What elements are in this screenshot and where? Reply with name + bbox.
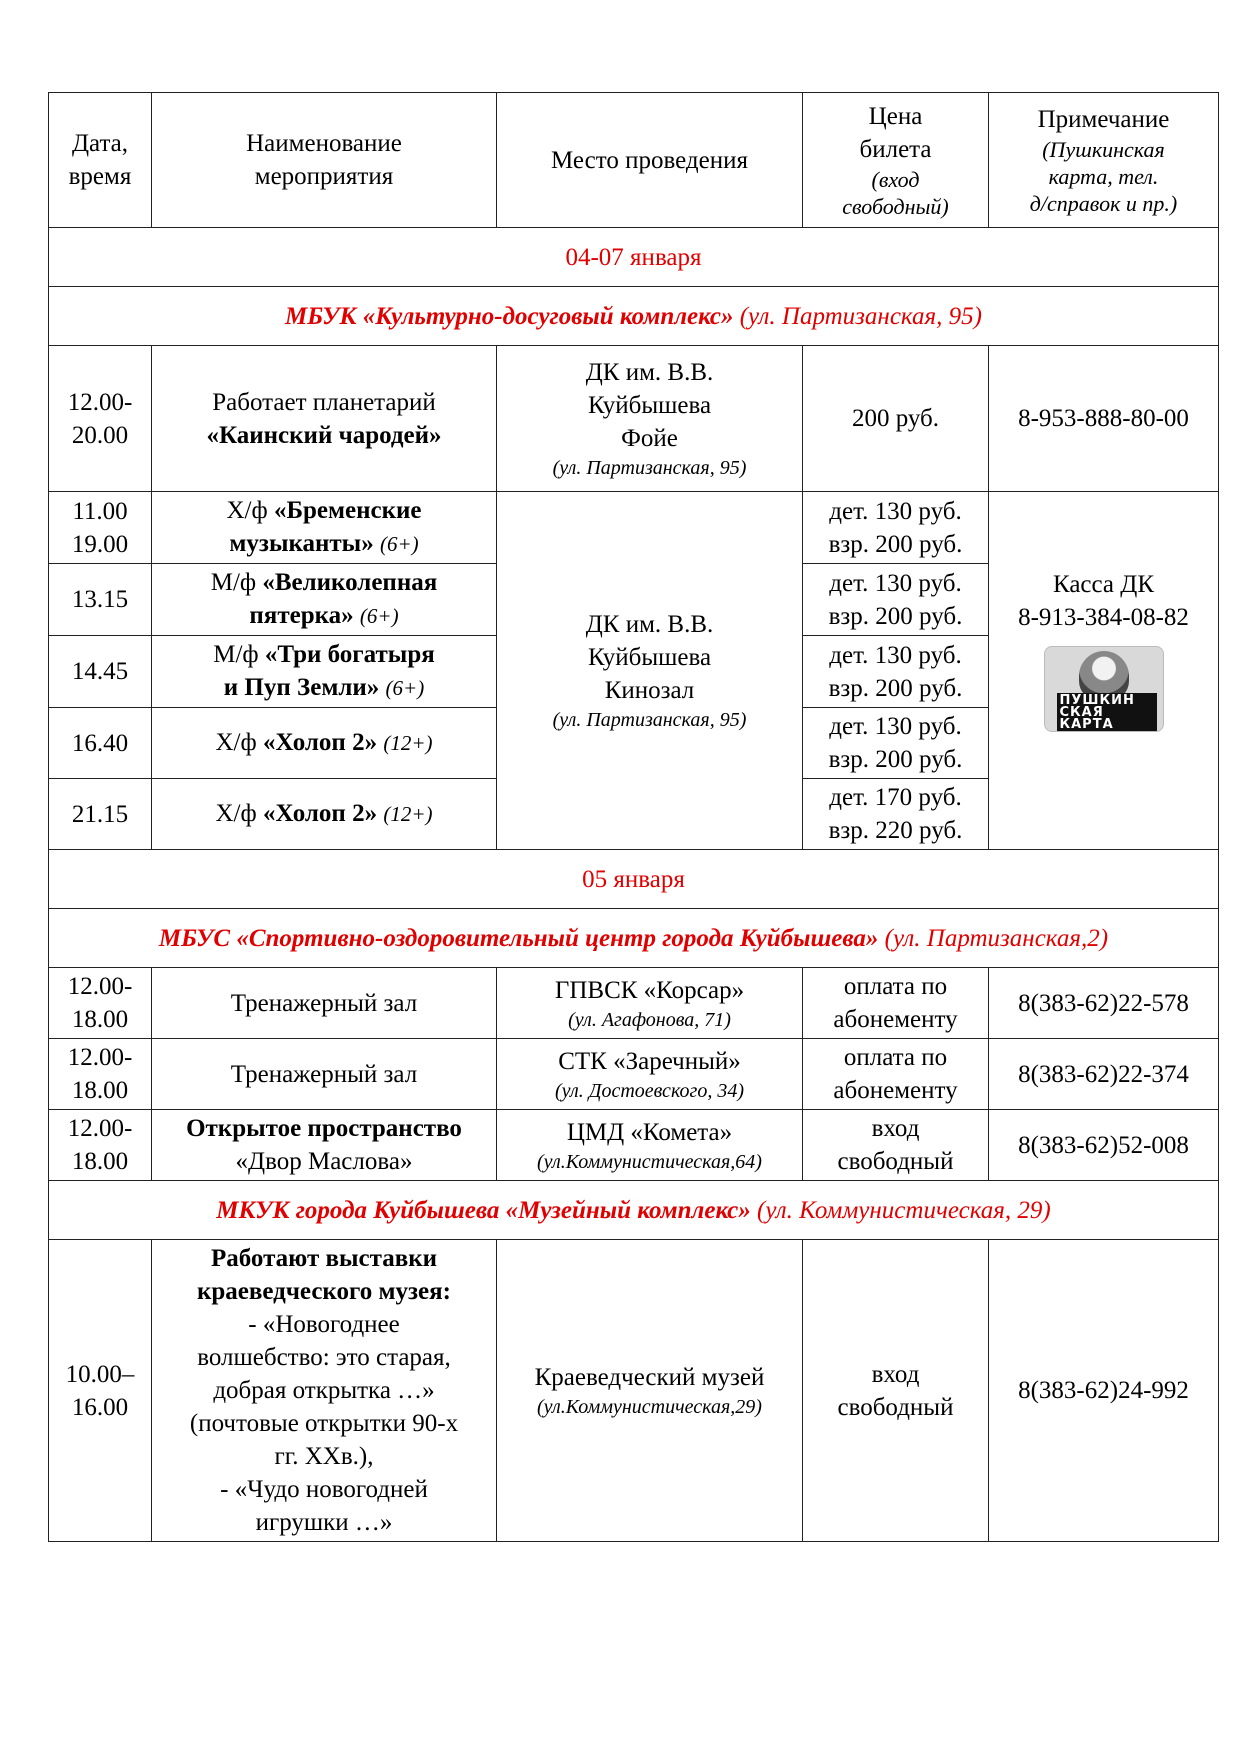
event-title: Х/ф «Холоп 2» (12+)	[152, 708, 497, 779]
event-price: дет. 130 руб. взр. 200 руб.	[803, 564, 989, 636]
event-price: 200 руб.	[803, 346, 989, 492]
event-note: 8(383-62)22-578	[989, 968, 1219, 1039]
section-date-row	[49, 850, 1219, 909]
event-price: дет. 170 руб. взр. 220 руб.	[803, 779, 989, 850]
venue-address: (ул. Агафонова, 71)	[568, 1008, 731, 1031]
event-title: Открытое пространство «Двор Маслова»	[152, 1110, 497, 1181]
event-note: 8(383-62)22-374	[989, 1039, 1219, 1110]
org-row	[49, 287, 1219, 346]
event-title: Х/ф «Бременские музыканты» (6+)	[152, 492, 497, 564]
event-note: 8(383-62)52-008	[989, 1110, 1219, 1181]
event-venue: Краеведческий музей (ул.Коммунистическая,29)	[497, 1240, 803, 1542]
venue-address: (ул. Партизанская, 95)	[552, 457, 747, 479]
pushkin-card-logo	[1044, 646, 1164, 732]
table-header	[49, 93, 1219, 228]
event-title: М/ф «Великолепная пятерка» (6+)	[152, 564, 497, 636]
event-time: 12.00- 18.00	[49, 1039, 152, 1110]
cinema-note: Касса ДК 8-913-384-08-82 ПУШКИН СКАЯ КАРТА	[989, 492, 1219, 850]
event-time: 14.45	[49, 636, 152, 708]
event-time: 11.00 19.00	[49, 492, 152, 564]
event-price: вход свободный	[803, 1110, 989, 1181]
header-date-time: Дата, время	[49, 93, 152, 228]
event-row-museum	[49, 1240, 1219, 1542]
venue-address: (ул.Коммунистическая,64)	[537, 1150, 762, 1173]
org-name: МКУК города Куйбышева «Музейный комплекс»	[216, 1196, 751, 1224]
org-row	[49, 909, 1219, 968]
event-venue: ЦМД «Комета» (ул.Коммунистическая,64)	[497, 1110, 803, 1181]
event-time: 12.00- 20.00	[49, 346, 152, 492]
event-title: Работает планетарий «Каинский чародей»	[152, 346, 497, 492]
org-heading	[49, 287, 1219, 346]
event-note: 8-953-888-80-00	[989, 346, 1219, 492]
section-date: 04-07 января	[49, 228, 1219, 287]
venue-address: (ул. Партизанская, 95)	[552, 709, 747, 731]
event-time: 16.40	[49, 708, 152, 779]
event-row-planetarium	[49, 346, 1219, 492]
org-address: (ул. Коммунистическая, 29)	[757, 1196, 1051, 1224]
header-event-name: Наименование мероприятия	[152, 93, 497, 228]
event-venue: ГПВСК «Корсар» (ул. Агафонова, 71)	[497, 968, 803, 1039]
cinema-venue: ДК им. В.В. Куйбышева Кинозал (ул. Партизанская, 95)	[497, 492, 803, 850]
event-time: 21.15	[49, 779, 152, 850]
event-row-sport	[49, 968, 1219, 1039]
event-note: 8(383-62)24-992	[989, 1240, 1219, 1542]
org-heading	[49, 909, 1219, 968]
section-date: 05 января	[49, 850, 1219, 909]
header-note: Примечание (Пушкинская карта, тел. д/справок и пр.)	[989, 93, 1219, 228]
venue-address: (ул. Достоевского, 34)	[555, 1079, 744, 1102]
event-price: оплата по абонементу	[803, 968, 989, 1039]
venue-address: (ул.Коммунистическая,29)	[537, 1396, 762, 1418]
event-price: дет. 130 руб. взр. 200 руб.	[803, 636, 989, 708]
event-price: дет. 130 руб. взр. 200 руб.	[803, 492, 989, 564]
event-row-sport	[49, 1110, 1219, 1181]
event-time: 13.15	[49, 564, 152, 636]
header-price: Цена билета (вход свободный)	[803, 93, 989, 228]
event-title: Х/ф «Холоп 2» (12+)	[152, 779, 497, 850]
event-row-sport	[49, 1039, 1219, 1110]
event-title: М/ф «Три богатыря и Пуп Земли» (6+)	[152, 636, 497, 708]
event-row-cinema	[49, 492, 1219, 564]
event-title: Работают выставки краеведческого музея: - «Новогоднее волшебство: это старая, добрая открытка …» (почтовые открытки 90-х гг. XXв.), - «Чудо новогодней игрушки …»	[152, 1240, 497, 1542]
org-row	[49, 1181, 1219, 1240]
org-address: (ул. Партизанская,2)	[884, 924, 1109, 952]
section-date-row	[49, 228, 1219, 287]
event-time: 12.00- 18.00	[49, 1110, 152, 1181]
event-title: Тренажерный зал	[152, 1039, 497, 1110]
header-venue: Место проведения	[497, 93, 803, 228]
org-address: (ул. Партизанская, 95)	[739, 302, 982, 330]
org-name: МБУС «Спортивно-оздоровительный центр города Куйбышева»	[158, 924, 879, 952]
org-name: МБУК «Культурно-досуговый комплекс»	[285, 302, 734, 330]
events-table	[48, 92, 1219, 1542]
event-time: 12.00- 18.00	[49, 968, 152, 1039]
event-price: вход свободный	[803, 1240, 989, 1542]
event-price: оплата по абонементу	[803, 1039, 989, 1110]
event-time: 10.00– 16.00	[49, 1240, 152, 1542]
event-price: дет. 130 руб. взр. 200 руб.	[803, 708, 989, 779]
pushkin-card-wordmark: ПУШКИН СКАЯ КАРТА	[1057, 693, 1157, 732]
event-venue: ДК им. В.В. Куйбышева Фойе (ул. Партизанская, 95)	[497, 346, 803, 492]
event-title: Тренажерный зал	[152, 968, 497, 1039]
event-venue: СТК «Заречный» (ул. Достоевского, 34)	[497, 1039, 803, 1110]
org-heading	[49, 1181, 1219, 1240]
